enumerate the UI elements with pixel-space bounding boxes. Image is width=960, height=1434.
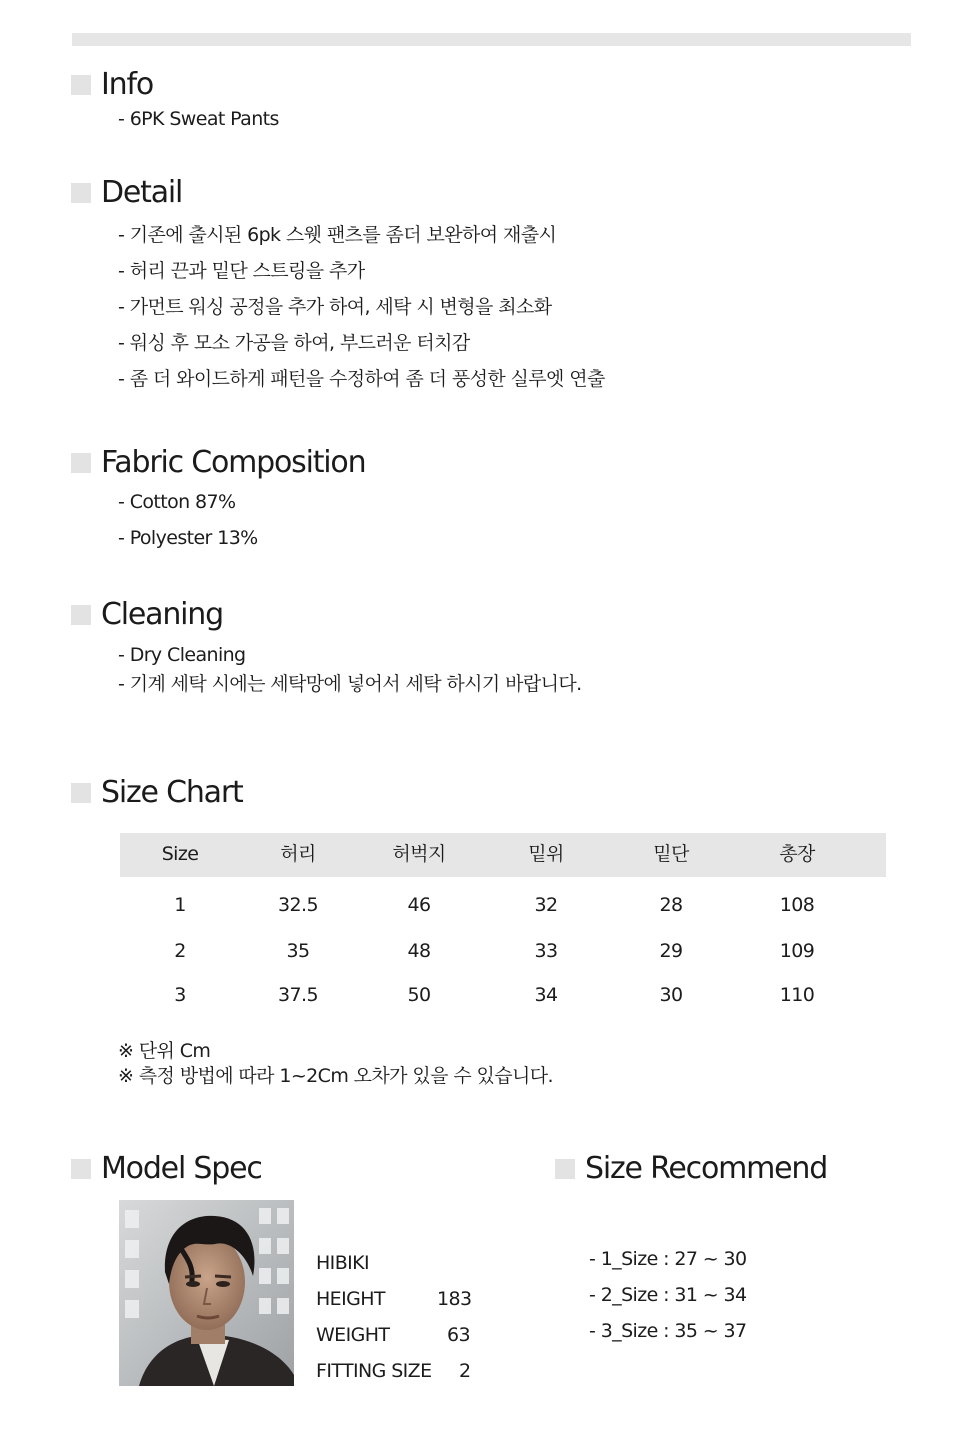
info-line: - 6PK Sweat Pants [118,108,279,130]
info-heading: Info [101,67,153,102]
cleaning-heading: Cleaning [101,597,223,632]
detail-heading: Detail [101,175,183,210]
model-spec-label: WEIGHT [316,1324,390,1346]
size-recommend-line: - 1_Size : 27 ~ 30 [589,1248,747,1270]
model-spec-heading: Model Spec [101,1151,262,1186]
table-cell: 108 [779,894,815,916]
detail-line: - 워싱 후 모소 가공을 하여, 부드러운 터치감 [118,332,470,354]
model-spec-label: HEIGHT [316,1288,385,1310]
info-section-header [71,67,153,102]
size-recommend-line: - 2_Size : 31 ~ 34 [589,1284,747,1306]
table-cell: 28 [659,894,683,916]
top-divider-bar [72,33,911,46]
square-bullet-icon [71,605,91,625]
table-row [120,986,886,1010]
model-name: HIBIKI [316,1252,369,1274]
size-recommend-section-header [555,1151,828,1186]
model-spec-value: 183 [437,1288,472,1310]
size-chart-header-row [120,833,886,877]
table-cell: 109 [779,940,815,962]
size-chart-table [120,833,886,1006]
fabric-line: - Cotton 87% [118,491,236,513]
table-cell: 34 [534,984,558,1006]
detail-section-header [71,175,183,210]
fabric-line: - Polyester 13% [118,527,258,549]
detail-line: - 허리 끈과 밑단 스트링을 추가 [118,260,365,282]
detail-line: - 좀 더 와이드하게 패턴을 수정하여 좀 더 풍성한 실루엣 연출 [118,368,605,390]
size-chart-note: ※ 단위 Cm [118,1040,211,1062]
model-spec-label: FITTING SIZE [316,1360,432,1382]
size-recommend-heading: Size Recommend [585,1151,828,1186]
size-chart-heading: Size Chart [101,775,243,810]
table-cell: 46 [407,894,431,916]
table-cell: 48 [407,940,431,962]
cleaning-line: - Dry Cleaning [118,644,246,666]
square-bullet-icon [71,75,91,95]
table-cell: 32 [534,894,558,916]
table-cell: 37.5 [278,984,318,1006]
column-header: 허벅지 [392,843,446,865]
detail-line: - 가먼트 워싱 공정을 추가 하여, 세탁 시 변형을 최소화 [118,296,552,318]
square-bullet-icon [71,1159,91,1179]
model-spec-value: 2 [459,1360,471,1382]
table-row [120,942,886,966]
table-cell: 3 [174,984,186,1006]
model-spec-value: 63 [447,1324,470,1346]
model-spec-section-header [71,1151,262,1186]
table-cell: 29 [659,940,683,962]
square-bullet-icon [71,183,91,203]
model-portrait-image [119,1200,294,1386]
square-bullet-icon [555,1159,575,1179]
model-photo [119,1200,294,1386]
fabric-heading: Fabric Composition [101,445,366,480]
table-row [120,896,886,920]
column-header: 총장 [779,843,815,865]
column-header: 밑단 [653,843,689,865]
table-cell: 33 [534,940,558,962]
column-header: 밑위 [528,843,564,865]
table-cell: 32.5 [278,894,318,916]
table-cell: 35 [286,940,310,962]
table-cell: 50 [407,984,431,1006]
detail-line: - 기존에 출시된 6pk 스웻 팬츠를 좀더 보완하여 재출시 [118,224,557,246]
square-bullet-icon [71,453,91,473]
size-chart-section-header [71,775,243,810]
table-cell: 30 [659,984,683,1006]
table-cell: 1 [174,894,186,916]
table-cell: 110 [779,984,815,1006]
cleaning-section-header [71,597,223,632]
size-chart-note: ※ 측정 방법에 따라 1~2Cm 오차가 있을 수 있습니다. [118,1065,553,1087]
column-header: Size [161,843,199,865]
cleaning-line: - 기계 세탁 시에는 세탁망에 넣어서 세탁 하시기 바랍니다. [118,673,582,695]
fabric-section-header [71,445,366,480]
table-cell: 2 [174,940,186,962]
square-bullet-icon [71,783,91,803]
size-recommend-line: - 3_Size : 35 ~ 37 [589,1320,747,1342]
column-header: 허리 [280,843,316,865]
